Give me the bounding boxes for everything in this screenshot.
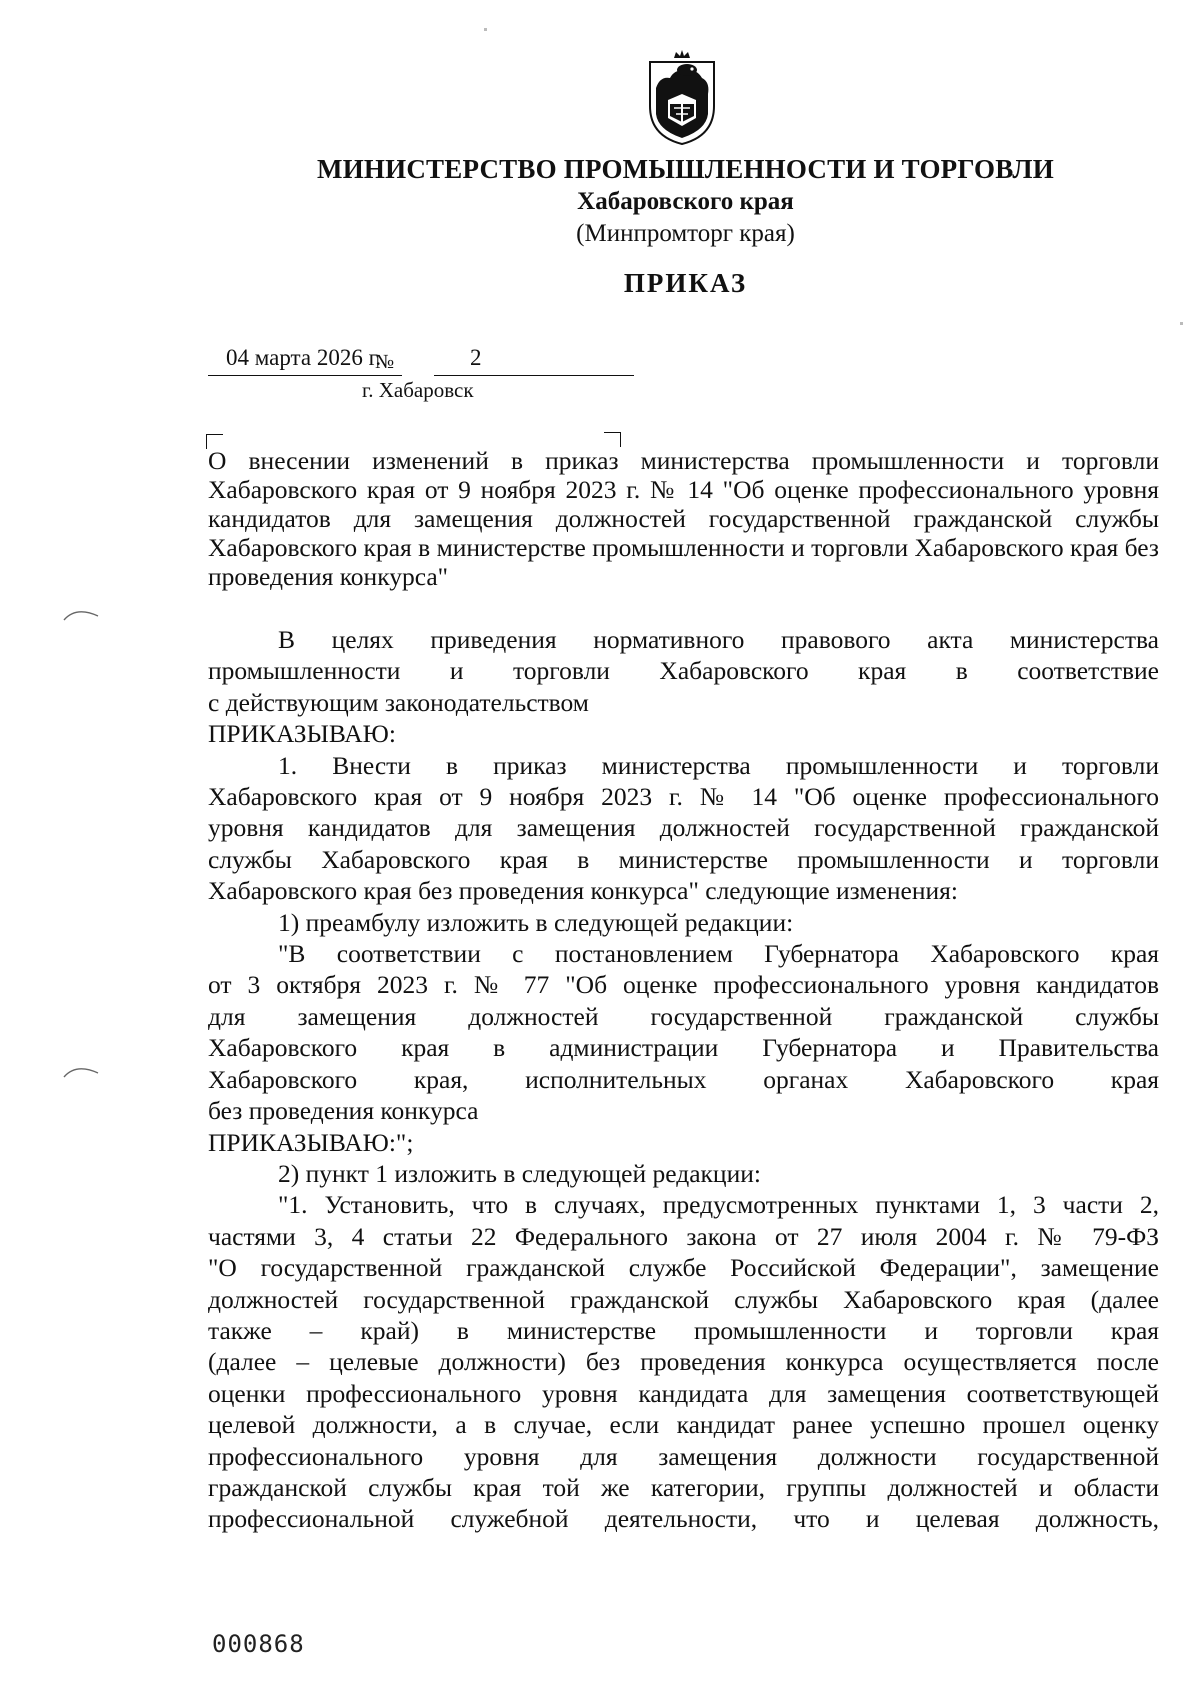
item1-line: Хабаровского края от 9 ноября 2023 г. № 14 "Об оценке профессионального — [208, 782, 1159, 812]
city-name: г. Хабаровск — [362, 378, 474, 402]
quote2-line: частями 3, 4 статьи 22 Федерального закона от 27 июля 2004 г. № 79-ФЗ — [208, 1221, 1159, 1251]
binding-hole-mark — [62, 606, 100, 622]
order-body — [208, 624, 1159, 1535]
date-number-line — [208, 345, 638, 377]
ministry-name: МИНИСТЕРСТВО ПРОМЫШЛЕННОСТИ И ТОРГОВЛИ — [317, 154, 1054, 184]
item1-line: Хабаровского края без проведения конкурса" следующие изменения: — [208, 876, 958, 906]
item1-line: службы Хабаровского края в министерстве промышленности и торговли — [208, 844, 1159, 874]
document-type-heading: ПРИКАЗ — [623, 268, 748, 298]
subitem-2: 2) пункт 1 изложить в следующей редакции: — [278, 1158, 761, 1188]
quote2-line: "1. Установить, что в случаях, предусмотренных пунктами 1, 3 части 2, — [278, 1190, 1159, 1220]
quote2-line: также – край) в министерстве промышленности и торговли края — [208, 1315, 1159, 1345]
quote2-line: (далее – целевые должности) без проведения конкурса осуществляется после — [208, 1347, 1159, 1377]
quote1-line: для замещения должностей государственной гражданской службы — [208, 1001, 1159, 1031]
item1-line: 1. Внести в приказ министерства промышленности и торговли — [278, 750, 1159, 780]
quote2-line: "О государственной гражданской службе Российской Федерации", замещение — [208, 1253, 1159, 1283]
subitem-1: 1) преамбулу изложить в следующей редакции: — [278, 907, 794, 937]
preamble-line: с действующим законодательством — [208, 687, 589, 717]
order-word-quoted: ПРИКАЗЫВАЮ:"; — [208, 1127, 414, 1157]
quote2-line: должностей государственной гражданской службы Хабаровского края (далее — [208, 1284, 1159, 1314]
binding-hole-mark — [62, 1063, 100, 1079]
number-underline — [434, 375, 634, 376]
coat-of-arms-emblem — [640, 48, 724, 148]
quote1-line: от 3 октября 2023 г. № 77 "Об оценке профессионального уровня кандидатов — [208, 970, 1159, 1000]
scan-speck — [1180, 322, 1183, 325]
date-underline — [208, 375, 402, 376]
quote2-line: профессиональной служебной деятельности, что и целевая должность, — [208, 1504, 1159, 1534]
scan-speck — [484, 28, 487, 31]
quote2-line: оценки профессионального уровня кандидата для замещения соответствующей — [208, 1378, 1159, 1408]
quote2-line: целевой должности, а в случае, если кандидат ранее успешно прошел оценку — [208, 1410, 1159, 1440]
order-word: ПРИКАЗЫВАЮ: — [208, 719, 396, 749]
serial-number: 000868 — [212, 1630, 305, 1658]
order-number: 2 — [470, 345, 482, 370]
quote1-line: Хабаровского края в администрации Губернатора и Правительства — [208, 1033, 1159, 1063]
item1-line: уровня кандидатов для замещения должностей государственной гражданской — [208, 813, 1159, 843]
order-title: О внесении изменений в приказ министерства промышленности и торговли Хабаровского края от 9 ноября 2023 г. № 14 "Об оценке профессионального уровня кандидатов для замещения должностей государственной гражданской службы Хабаровского края в министерстве промышленности и торговли Хабаровского края без проведения конкурса" — [208, 446, 1159, 591]
number-sign: № — [375, 351, 395, 373]
quote2-line: профессионального уровня для замещения должности государственной — [208, 1441, 1159, 1471]
title-bracket-right — [604, 432, 621, 447]
quote2-line: гражданской службы края той же категории, группы должностей и области — [208, 1472, 1159, 1502]
preamble-line: В целях приведения нормативного правового акта министерства — [278, 625, 1159, 654]
region-name: Хабаровского края — [577, 188, 794, 215]
quote1-line: Хабаровского края, исполнительных органах Хабаровского края — [208, 1064, 1159, 1094]
quote1-line: "В соответствии с постановлением Губернатора Хабаровского края — [278, 939, 1159, 969]
ministry-abbreviation: (Минпромторг края) — [576, 220, 795, 247]
quote1-line: без проведения конкурса — [208, 1096, 479, 1126]
preamble-line: промышленности и торговли Хабаровского края в соответствие — [208, 656, 1159, 686]
order-date: 04 марта 2026 г. — [226, 345, 382, 370]
